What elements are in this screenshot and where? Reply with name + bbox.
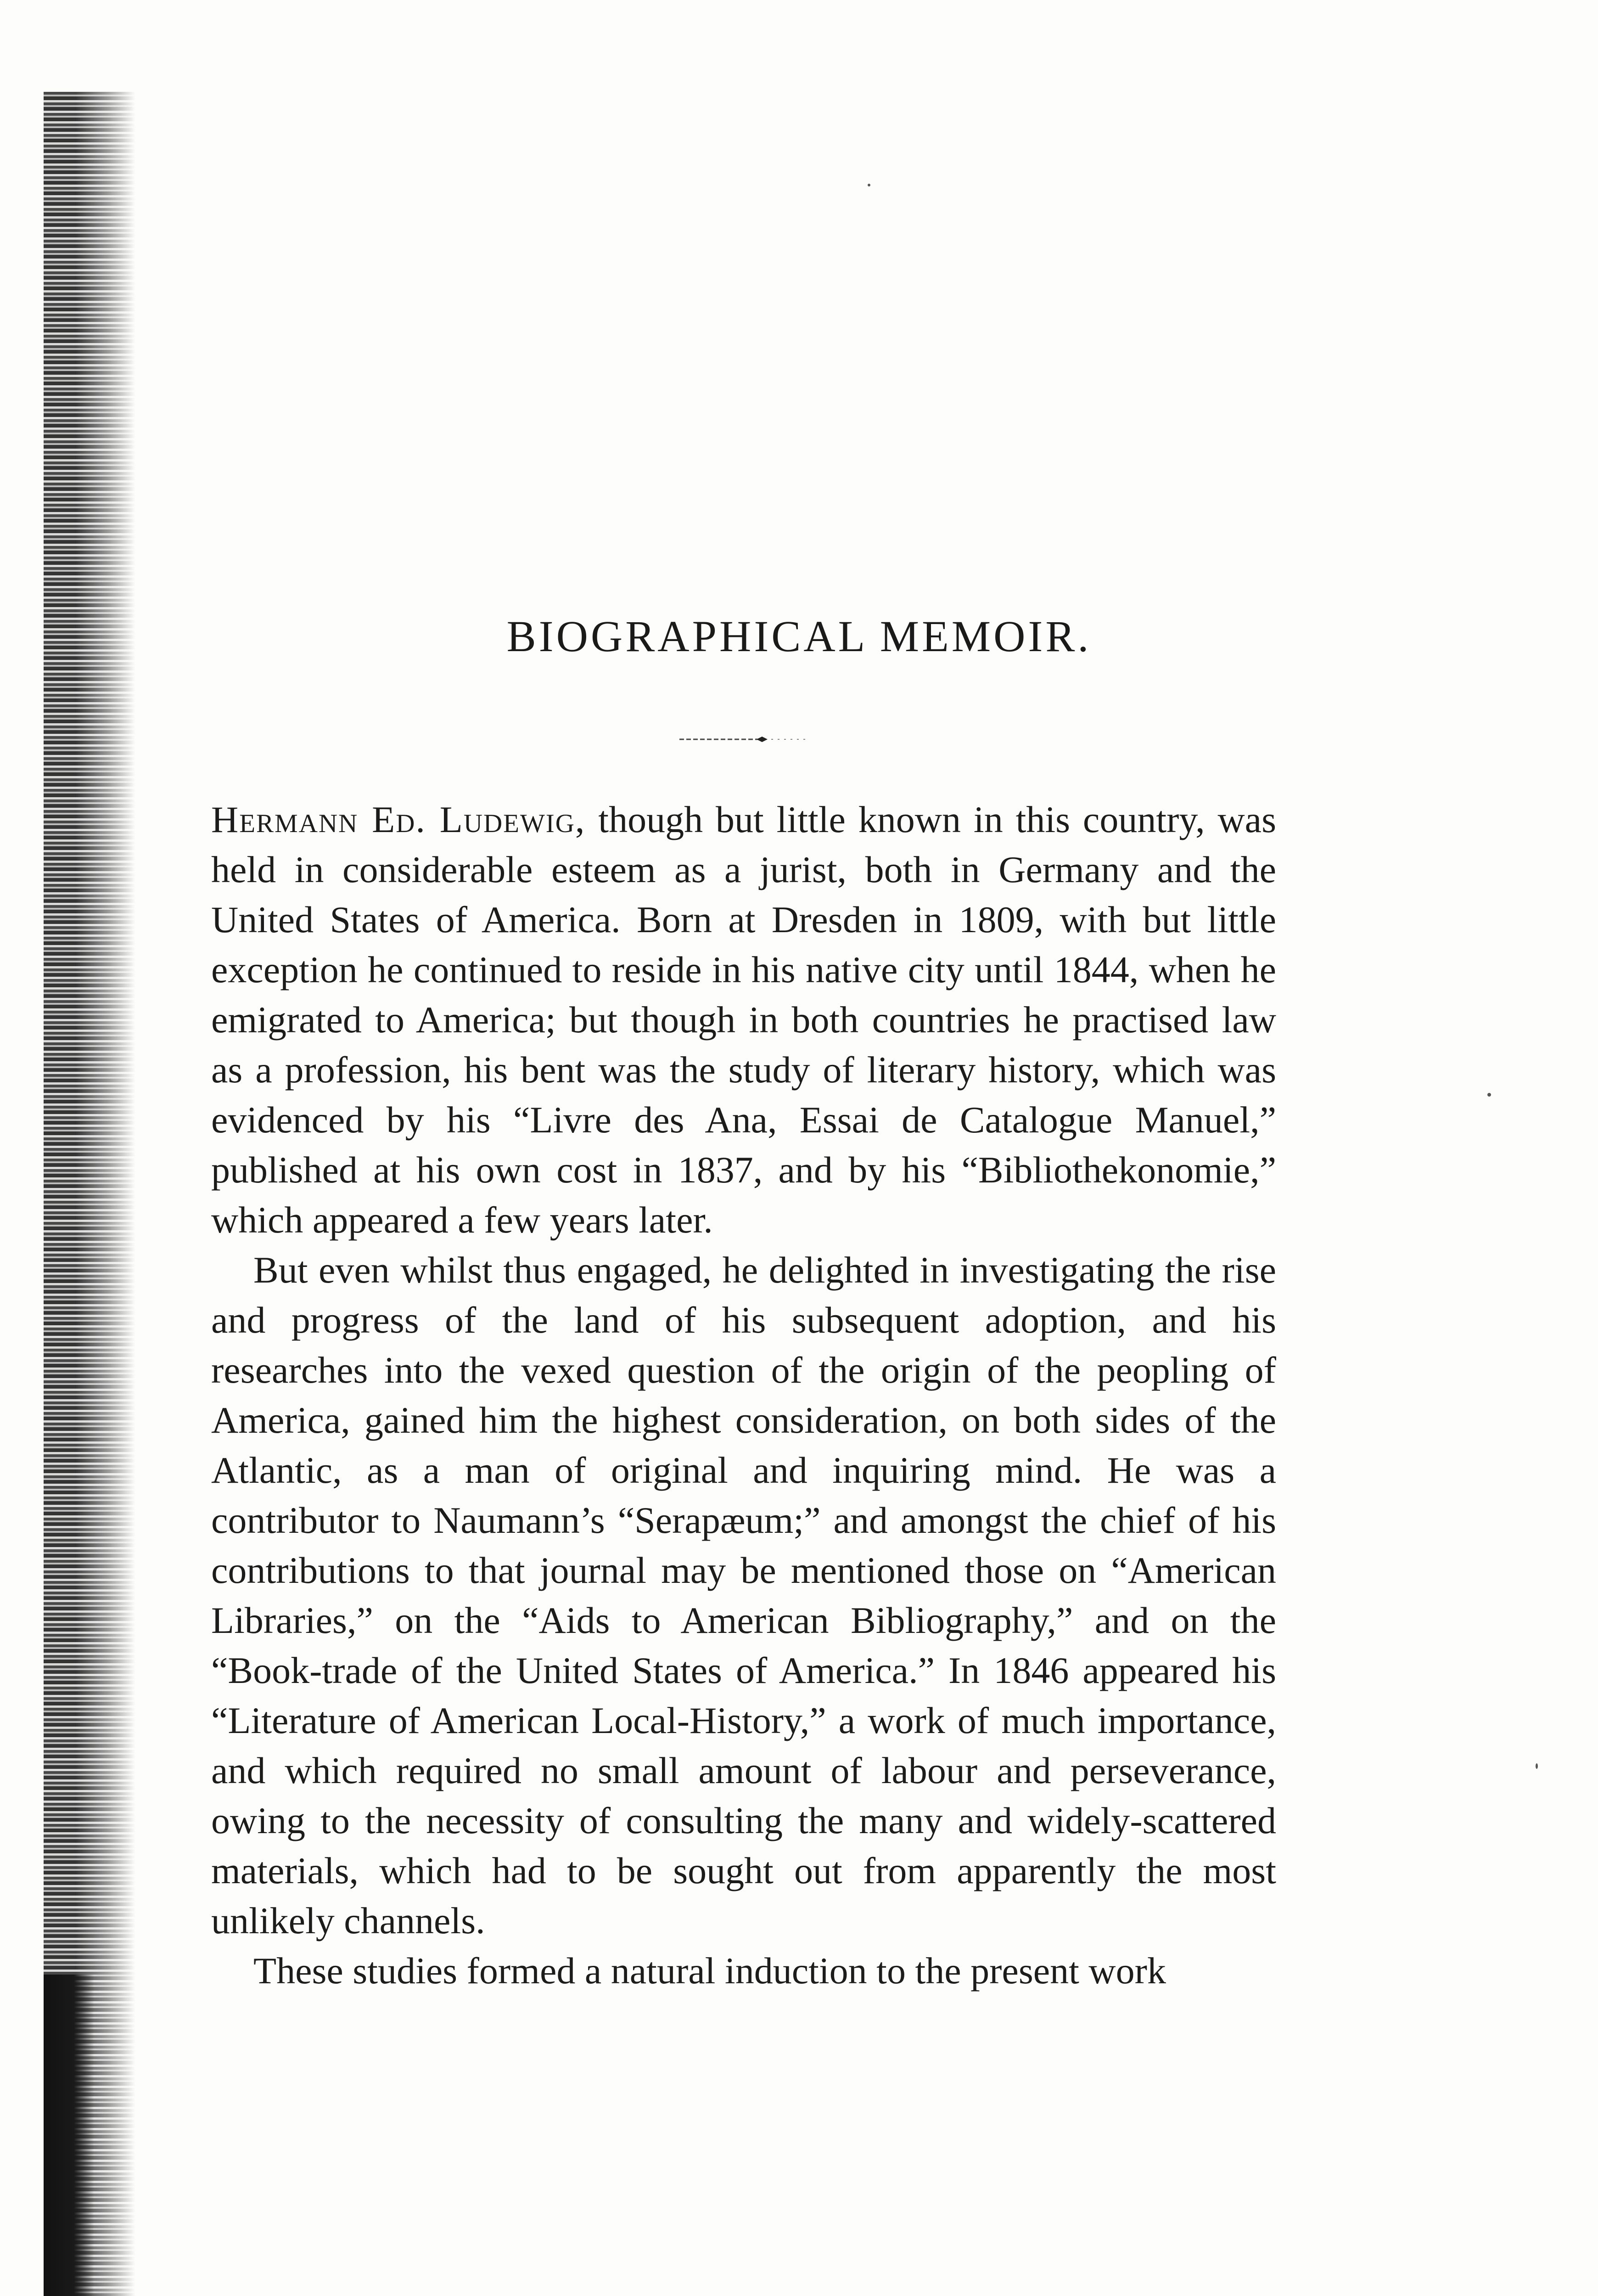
paragraph-3: These studies formed a natural induction to the present work — [253, 1950, 1166, 1992]
subject-name: Hermann Ed. Ludewig, — [211, 799, 586, 840]
memoir-body — [211, 794, 1276, 1996]
paragraph-2: But even whilst thus engaged, he delighted in investigating the rise and progress of the land of his subsequent adoption, and his researches into the vexed question of the origin of the peopling of America, gained him the highest consideration, on both sides of the Atlantic, as a man of original and inquiring mind. He was a contributor to Naumann’s “Serapæum;” and amongst the chief of his contributions to that journal may be mentioned those on “American Libraries,” on the “Aids to American Bibliography,” and on the “Book-trade of the United States of America.” In 1846 appeared his “Literature of American Local-History,” a work of much importance, and which required no small amount of labour and perseverance, owing to the necessity of consulting the many and widely-scattered materials, which had to be sought out from apparently the most unlikely channels. — [211, 1249, 1276, 1941]
paragraph-1-text: though but little known in this country, was held in considerable esteem as a jurist, both in Germany and the United States of America. Born at Dresden in 1809, with but little exception he continued to reside in his native city until 1844, when he emigrated to America; but though in both countries he practised law as a profession, his bent was the study of literary history, which was evidenced by his “Livre des Ana, Essai de Catalogue Manuel,” published at his own cost in 1837, and by his “Bibliothekonomie,” which appeared a few years later. — [211, 799, 1276, 1241]
ornamental-rule-icon — [679, 735, 808, 744]
scan-speck — [868, 184, 870, 186]
page-title: BIOGRAPHICAL MEMOIR. — [506, 612, 1092, 661]
paragraph-1 — [211, 794, 1276, 1245]
binding-edge-shadow — [44, 92, 135, 2296]
scan-speck — [1487, 1093, 1491, 1097]
scan-speck — [1536, 1763, 1538, 1769]
binding-edge-dark — [44, 1975, 94, 2296]
